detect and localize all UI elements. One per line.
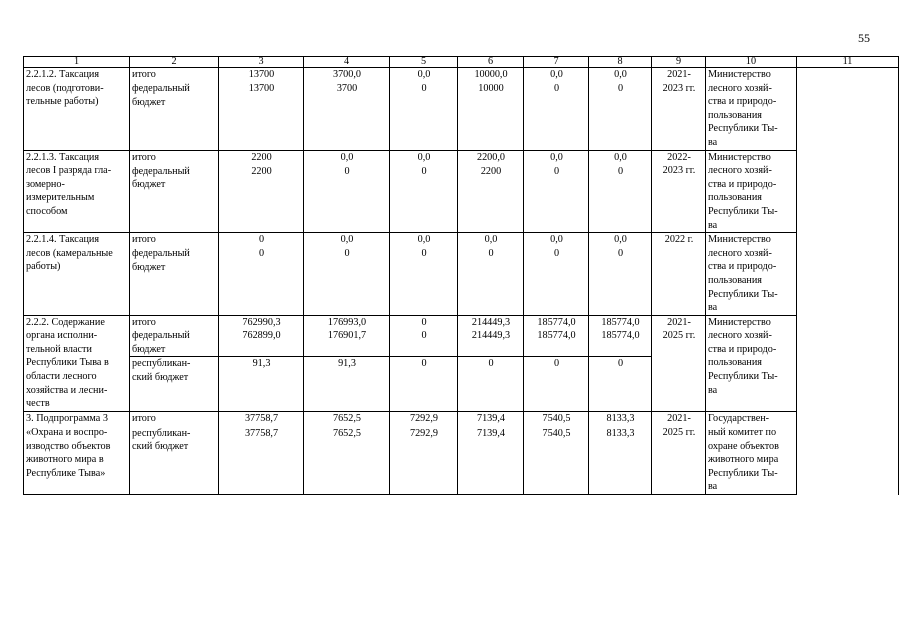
value-cell: 0 [390, 357, 458, 412]
column-header: 4 [304, 57, 390, 68]
value-cell: 7652,5 [304, 427, 390, 495]
value-cell: 10000 [458, 82, 524, 150]
period-cell: 2021- 2025 гг. [652, 412, 706, 495]
funding-source: федеральный бюджет [130, 82, 219, 150]
funding-source: итого [130, 412, 219, 427]
value-cell: 0 [390, 247, 458, 315]
activity-name: 2.2.1.3. Таксация лесов I разряда гла- зомерно- измерительным способом [24, 150, 130, 233]
value-cell: 7540,5 [524, 412, 589, 427]
value-cell: 0,0 [589, 150, 652, 165]
value-cell: 0 [524, 247, 589, 315]
value-cell: 762899,0 [219, 329, 304, 357]
value-cell: 176901,7 [304, 329, 390, 357]
value-cell: 0 [524, 165, 589, 233]
value-cell: 0 [589, 165, 652, 233]
value-cell: 185774,0 [524, 315, 589, 329]
value-cell: 0 [458, 357, 524, 412]
executor-cell: Министерство лесного хозяй- ства и природо- пользования Республики Ты- ва [706, 150, 797, 233]
funding-source: итого [130, 68, 219, 83]
value-cell: 0,0 [390, 68, 458, 83]
funding-source: итого [130, 233, 219, 248]
value-cell: 185774,0 [589, 329, 652, 357]
value-cell: 0,0 [390, 233, 458, 248]
value-cell: 0 [589, 82, 652, 150]
table-row [24, 150, 899, 165]
value-cell: 214449,3 [458, 315, 524, 329]
value-cell: 0 [304, 247, 390, 315]
value-cell: 7292,9 [390, 427, 458, 495]
funding-source: федеральный бюджет [130, 165, 219, 233]
value-cell: 0,0 [304, 233, 390, 248]
period-cell: 2022- 2023 гг. [652, 150, 706, 233]
value-cell: 0 [390, 165, 458, 233]
value-cell: 0,0 [458, 233, 524, 248]
value-cell: 7540,5 [524, 427, 589, 495]
activity-name: 2.2.2. Содержание органа исполни- тельной власти Республики Тыва в области лесного хозяйства и лесни- честв [24, 315, 130, 412]
value-cell: 0 [589, 357, 652, 412]
funding-source: федеральный бюджет [130, 247, 219, 315]
value-cell: 8133,3 [589, 427, 652, 495]
value-cell: 37758,7 [219, 427, 304, 495]
value-cell: 37758,7 [219, 412, 304, 427]
table-row [24, 412, 899, 427]
column-header: 3 [219, 57, 304, 68]
value-cell: 0 [524, 82, 589, 150]
period-cell: 2022 г. [652, 233, 706, 316]
value-cell: 8133,3 [589, 412, 652, 427]
value-cell: 7292,9 [390, 412, 458, 427]
value-cell: 91,3 [304, 357, 390, 412]
column-header: 7 [524, 57, 589, 68]
value-cell: 2200 [219, 150, 304, 165]
value-cell: 176993,0 [304, 315, 390, 329]
executor-cell: Государствен- ный комитет по охране объектов животного мира Республики Ты- ва [706, 412, 797, 495]
value-cell: 3700 [304, 82, 390, 150]
value-cell: 0 [458, 247, 524, 315]
funding-source: итого [130, 315, 219, 329]
value-cell: 7139,4 [458, 412, 524, 427]
value-cell: 0 [219, 233, 304, 248]
empty-cell [797, 412, 899, 495]
value-cell: 0 [524, 357, 589, 412]
value-cell: 0,0 [524, 233, 589, 248]
value-cell: 7652,5 [304, 412, 390, 427]
value-cell: 0 [304, 165, 390, 233]
value-cell: 0,0 [524, 68, 589, 83]
executor-cell: Министерство лесного хозяй- ства и природо- пользования Республики Ты- ва [706, 233, 797, 316]
value-cell: 0 [589, 247, 652, 315]
value-cell: 0,0 [304, 150, 390, 165]
value-cell: 0 [390, 315, 458, 329]
value-cell: 13700 [219, 82, 304, 150]
activity-name: 2.2.1.4. Таксация лесов (камеральные работы) [24, 233, 130, 316]
value-cell: 0,0 [589, 233, 652, 248]
column-header: 11 [797, 57, 899, 68]
column-header: 6 [458, 57, 524, 68]
executor-cell: Министерство лесного хозяй- ства и природо- пользования Республики Ты- ва [706, 315, 797, 412]
value-cell: 0 [390, 329, 458, 357]
table-row [24, 233, 899, 248]
empty-cell [797, 68, 899, 330]
executor-cell: Министерство лесного хозяй- ства и природо- пользования Республики Ты- ва [706, 68, 797, 151]
funding-source: итого [130, 150, 219, 165]
value-cell: 185774,0 [589, 315, 652, 329]
value-cell: 13700 [219, 68, 304, 83]
value-cell: 0,0 [390, 150, 458, 165]
value-cell: 91,3 [219, 357, 304, 412]
value-cell: 7139,4 [458, 427, 524, 495]
column-header: 10 [706, 57, 797, 68]
column-header: 1 [24, 57, 130, 68]
value-cell: 2200,0 [458, 150, 524, 165]
period-cell: 2021- 2023 гг. [652, 68, 706, 151]
activity-name: 3. Подпрограмма 3 «Охрана и воспро- изводство объектов животного мира в Республике Тыва» [24, 412, 130, 495]
value-cell: 0,0 [589, 68, 652, 83]
table-row [24, 68, 899, 83]
value-cell: 0 [219, 247, 304, 315]
column-number-row [24, 57, 899, 68]
value-cell: 0 [390, 82, 458, 150]
value-cell: 0,0 [524, 150, 589, 165]
column-header: 2 [130, 57, 219, 68]
page-number: 55 [858, 31, 870, 45]
column-header: 8 [589, 57, 652, 68]
value-cell: 185774,0 [524, 329, 589, 357]
column-header: 5 [390, 57, 458, 68]
period-cell: 2021- 2025 гг. [652, 315, 706, 412]
budget-table [23, 56, 899, 495]
funding-source: республикан- ский бюджет [130, 357, 219, 412]
funding-source: республикан- ский бюджет [130, 427, 219, 495]
activity-name: 2.2.1.2. Таксация лесов (подготови- тельные работы) [24, 68, 130, 151]
column-header: 9 [652, 57, 706, 68]
value-cell: 3700,0 [304, 68, 390, 83]
value-cell: 762990,3 [219, 315, 304, 329]
value-cell: 10000,0 [458, 68, 524, 83]
value-cell: 2200 [458, 165, 524, 233]
value-cell: 2200 [219, 165, 304, 233]
table-row [24, 315, 899, 329]
funding-source: федеральный бюджет [130, 329, 219, 357]
value-cell: 214449,3 [458, 329, 524, 357]
